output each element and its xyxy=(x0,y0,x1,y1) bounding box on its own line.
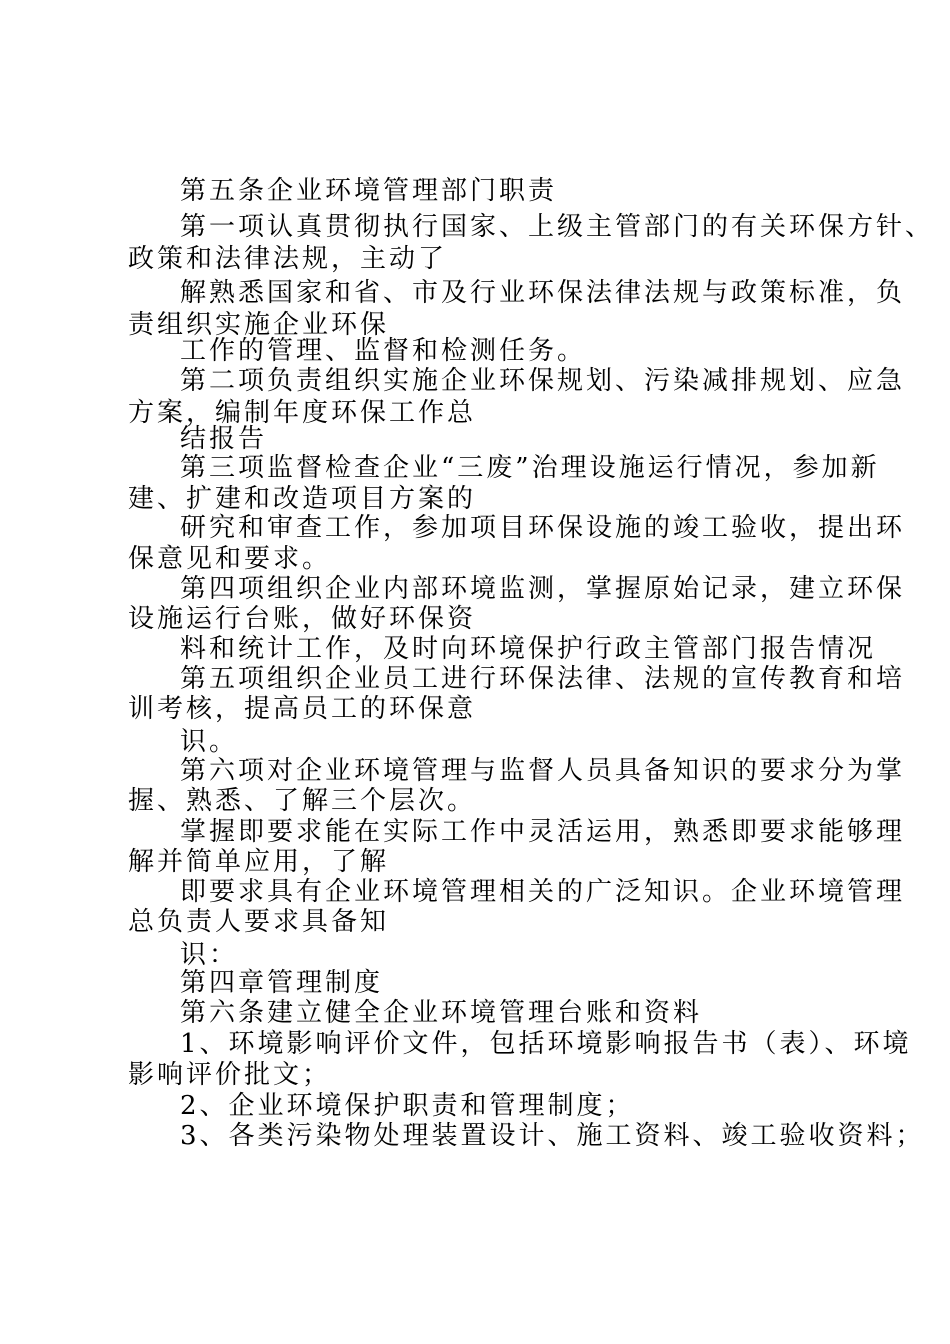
paragraph-line: 掌握即要求能在实际工作中灵活运用，熟悉即要求能够理 xyxy=(180,817,906,847)
paragraph-line: 解熟悉国家和省、市及行业环保法律法规与政策标准，负 xyxy=(180,278,906,308)
paragraph-line: 第六项对企业环境管理与监督人员具备知识的要求分为掌 xyxy=(180,756,906,786)
paragraph-line: 设施运行台账，做好环保资 xyxy=(128,604,477,634)
paragraph-line: 识。 xyxy=(180,727,239,757)
paragraph-line: 解并简单应用，了解 xyxy=(128,847,390,877)
paragraph-line: 工作的管理、监督和检测任务。 xyxy=(180,336,587,366)
paragraph-line: 方案，编制年度环保工作总 xyxy=(128,398,477,428)
paragraph-line: 即要求具有企业环境管理相关的广泛知识。企业环境管理 xyxy=(180,877,906,907)
paragraph-line: 第二项负责组织实施企业环保规划、污染减排规划、应急 xyxy=(180,366,906,396)
list-item: 2、企业环境保护职责和管理制度； xyxy=(180,1091,635,1121)
paragraph-line: 训考核，提高员工的环保意 xyxy=(128,694,477,724)
paragraph-line: 总负责人要求具备知 xyxy=(128,907,390,937)
list-item: 3、各类污染物处理装置设计、施工资料、竣工验收资料； xyxy=(180,1121,925,1151)
paragraph-line: 握、熟悉、了解三个层次。 xyxy=(128,786,477,816)
paragraph-line: 结报告 xyxy=(180,424,268,454)
paragraph-line: 政策和法律法规，主动了 xyxy=(128,244,448,274)
article-heading: 第六条建立健全企业环境管理台账和资料 xyxy=(180,998,703,1028)
paragraph-line: 第三项监督检查企业“三废”治理设施运行情况，参加新 xyxy=(180,453,880,483)
paragraph-line: 料和统计工作，及时向环境保护行政主管部门报告情况 xyxy=(180,634,877,664)
paragraph-line: 责组织实施企业环保 xyxy=(128,310,390,340)
list-item-continuation: 影响评价批文； xyxy=(128,1060,332,1090)
paragraph-line: 建、扩建和改造项目方案的 xyxy=(128,484,477,514)
paragraph-line: 识： xyxy=(180,940,239,970)
paragraph-line: 第五项组织企业员工进行环保法律、法规的宣传教育和培 xyxy=(180,664,906,694)
paragraph-line: 第四项组织企业内部环境监测，掌握原始记录，建立环保 xyxy=(180,574,906,604)
paragraph-line: 保意见和要求。 xyxy=(128,544,332,574)
paragraph-line: 研究和审查工作，参加项目环保设施的竣工验收，提出环 xyxy=(180,513,906,543)
paragraph-line: 第一项认真贯彻执行国家、上级主管部门的有关环保方针、 xyxy=(180,212,935,242)
list-item: 1、环境影响评价文件，包括环境影响报告书（表）、环境 xyxy=(180,1029,912,1059)
chapter-heading: 第四章管理制度 xyxy=(180,968,384,998)
article-heading: 第五条企业环境管理部门职责 xyxy=(180,176,558,206)
